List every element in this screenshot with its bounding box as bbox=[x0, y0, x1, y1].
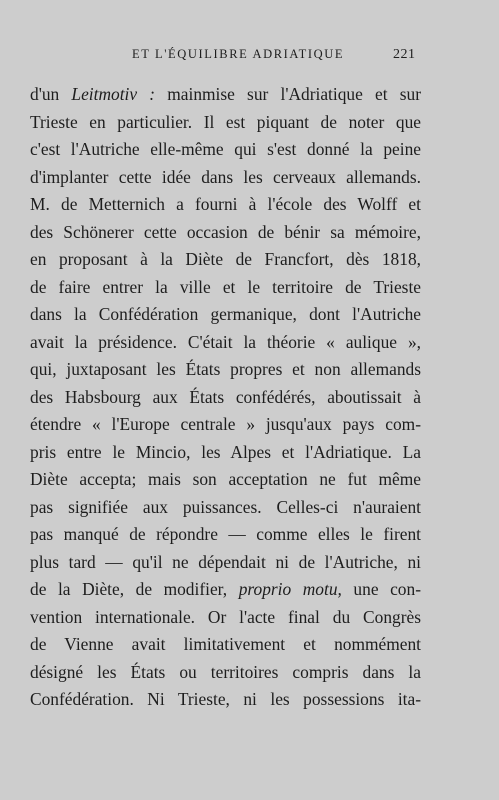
text-fragment: d'un bbox=[30, 84, 72, 104]
text-line: plus tard — qu'il ne dépendait ni de l'Autriche, ni bbox=[30, 551, 421, 572]
body-text bbox=[30, 81, 421, 714]
text-line: désigné les États ou territoires compris dans la bbox=[30, 661, 421, 682]
text-line: pas signifiée aux puissances. Celles-ci n'auraient bbox=[30, 496, 421, 517]
text-line: avait la présidence. C'était la théorie « aulique », bbox=[30, 331, 421, 352]
text-line bbox=[30, 81, 421, 109]
text-line: c'est l'Autriche elle-même qui s'est donné la peine bbox=[30, 139, 421, 159]
text-line: d'implanter cette idée dans les cerveaux allemands. bbox=[30, 166, 421, 187]
running-head-title: ET L'ÉQUILIBRE ADRIATIQUE bbox=[132, 47, 345, 61]
text-line: dans la Confédération germanique, dont l'Autriche bbox=[30, 304, 421, 324]
text-line: Diète accepta; mais son acceptation ne fut même bbox=[30, 469, 421, 489]
text-line: Trieste en particulier. Il est piquant de noter que bbox=[30, 111, 421, 132]
running-head bbox=[0, 47, 499, 67]
text-line: en proposant à la Diète de Francfort, dès 1818, bbox=[30, 249, 421, 269]
text-line: de faire entrer la ville et le territoire de Trieste bbox=[30, 276, 421, 297]
text-line: qui, juxtaposant les États propres et non allemands bbox=[30, 359, 421, 379]
text-line: des Habsbourg aux États confédérés, aboutissait à bbox=[30, 386, 421, 407]
text-line bbox=[30, 576, 421, 604]
page-number: 221 bbox=[393, 47, 416, 62]
text-line: Confédération. Ni Trieste, ni les possessions ita- bbox=[30, 689, 421, 709]
text-line: étendre « l'Europe centrale » jusqu'aux pays com- bbox=[30, 414, 421, 434]
text-fragment: mainmise sur l'Adriatique et sur bbox=[155, 84, 421, 104]
text-line: de Vienne avait limitativement et nommément bbox=[30, 634, 421, 654]
text-line: pas manqué de répondre — comme elles le firent bbox=[30, 524, 421, 544]
text-line: M. de Metternich a fourni à l'école des Wolff et bbox=[30, 194, 421, 214]
text-line: vention internationale. Or l'acte final du Congrès bbox=[30, 606, 421, 627]
italic-term: proprio motu, bbox=[238, 579, 342, 599]
italic-term: Leitmotiv : bbox=[71, 84, 156, 104]
text-fragment: une con- bbox=[341, 579, 421, 599]
text-line: pris entre le Mincio, les Alpes et l'Adriatique. La bbox=[30, 441, 421, 462]
text-fragment: de la Diète, de modifier, bbox=[30, 579, 239, 599]
text-line: des Schönerer cette occasion de bénir sa mémoire, bbox=[30, 221, 421, 242]
